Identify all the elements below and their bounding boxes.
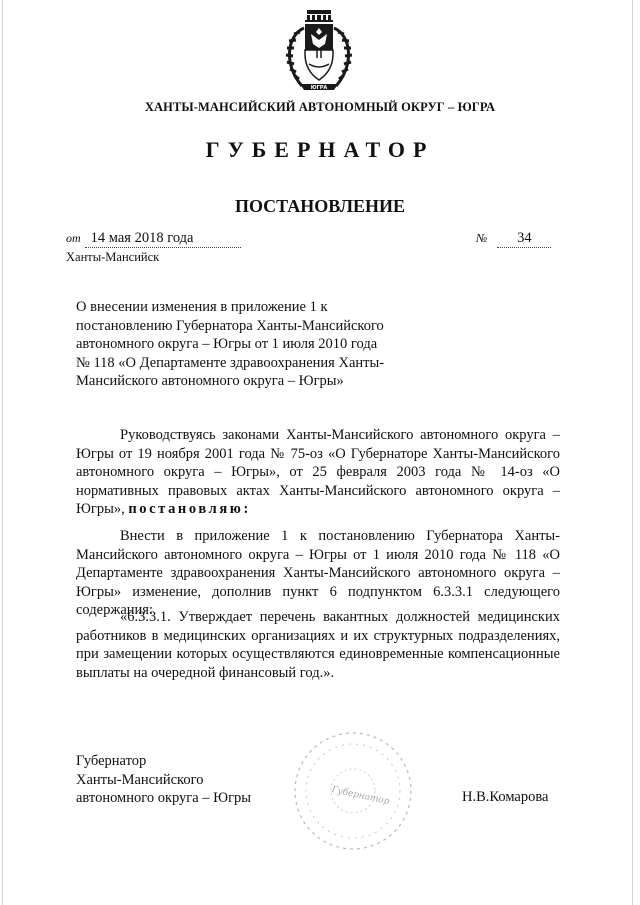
signer-position: [76, 752, 251, 808]
document-date: [66, 230, 241, 248]
signer-position-line: Губернатор: [76, 753, 147, 769]
region-name: ХАНТЫ-МАНСИЙСКИЙ АВТОНОМНЫЙ ОКРУГ – ЮГРА: [144, 100, 496, 114]
signer-name: Н.В.Комарова: [462, 789, 549, 805]
date-value: 14 мая 2018 года: [85, 230, 241, 248]
document-type: ПОСТАНОВЛЕНИЕ: [234, 196, 406, 216]
subject-line: постановлению Губернатора Ханты-Мансийского: [76, 317, 384, 334]
emblem-ribbon-label: ЮГРА: [310, 85, 328, 91]
resolution-keyword: постановляю:: [128, 501, 251, 517]
signer-position-line: автономного округа – Югры: [76, 790, 252, 806]
issue-city: Ханты-Мансийск: [66, 250, 160, 264]
number-value: 34: [497, 230, 551, 248]
number-prefix: №: [476, 231, 488, 245]
stamp-label: Губернатор: [330, 785, 391, 808]
right-page-edge: [632, 0, 633, 905]
left-page-edge: [2, 0, 3, 905]
subject-line: № 118 «О Департаменте здравоохранения Ханты-: [76, 354, 385, 371]
coat-of-arms-icon: [280, 10, 358, 96]
official-stamp: [288, 726, 418, 856]
page-title: ГУБЕРНАТОР: [205, 137, 435, 162]
amendment-paragraph: «6.3.3.1. Утверждает перечень вакантных должностей медицинских работников в медицинских организациях и их структурных подразделениях, при замещении которых осуществляются единовременные компенсационные выплаты на очередной финансовый год.».: [76, 609, 560, 681]
document-number: [476, 230, 551, 248]
subject-line: Мансийского автономного округа – Югры»: [76, 373, 344, 389]
subject-line: О внесении изменения в приложение 1 к: [76, 299, 328, 315]
signer-position-line: Ханты-Мансийского: [76, 771, 204, 788]
date-prefix: от: [66, 231, 81, 245]
resolution-paragraph: Внести в приложение 1 к постановлению Губернатора Ханты-Мансийского автономного округа – Югры от 1 июля 2010 года № 118 «О Департаменте здравоохранения Ханты-Мансийского автономного округа – Югры» изменение, дополнив пункт 6 подпунктом 6.3.3.1 следующего содержания:: [76, 528, 560, 618]
document-subject: [76, 298, 406, 391]
subject-line: автономного округа – Югры от 1 июля 2010 года: [76, 336, 378, 352]
preamble-text: Руководствуясь законами Ханты-Мансийского автономного округа – Югры от 19 ноября 2001 года № 75-оз «О Губернаторе Ханты-Мансийского автономного округа – Югры», от 25 февраля 2003 года № 14-оз «О нормативных правовых актах Ханты-Мансийского автономного округа – Югры»,: [76, 427, 560, 517]
preamble-paragraph: [76, 426, 560, 519]
